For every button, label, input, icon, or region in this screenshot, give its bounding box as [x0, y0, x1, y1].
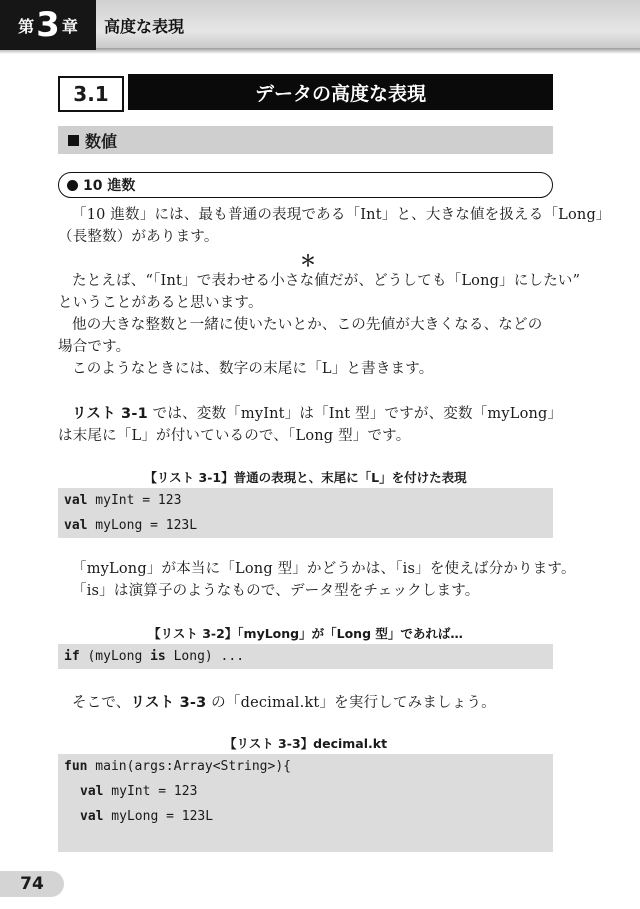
- header-shadow: [0, 48, 640, 54]
- code-line: [64, 513, 553, 538]
- listing-1-caption: 【リスト 3-1】普通の表現と、末尾に「L」を付けた表現: [144, 470, 467, 485]
- code-text: myLong = 123L: [103, 809, 214, 824]
- paragraph-line: （長整数）があります。: [58, 229, 219, 245]
- paragraph-line: [58, 403, 563, 425]
- listing-2-caption: 【リスト 3-2】「myLong」が「Long 型」であれば…: [148, 626, 463, 641]
- paragraph-text: では、変数「myInt」は「Int 型」ですが、変数「myLong」: [147, 406, 563, 422]
- paragraph-6: [58, 558, 576, 602]
- paragraph-text: の「decimal.kt」を実行してみましょう。: [206, 695, 496, 711]
- paragraph-line: 他の大きな整数と一緒に使いたいとか、この先値が大きくなる、などの: [72, 317, 543, 333]
- subsection-title: 数値: [85, 131, 118, 151]
- code-keyword: val: [80, 809, 104, 824]
- paragraph-2: [58, 270, 581, 314]
- code-line: [64, 488, 553, 513]
- paragraph-4: [58, 358, 553, 380]
- paragraph-line: たとえば、“「Int」で表わせる小さな値だが、どうしても「Long」にしたい”: [72, 273, 581, 289]
- paragraph-line: [58, 692, 553, 714]
- paragraph-7: [58, 692, 553, 714]
- paragraph-line: 「myLong」が本当に「Long 型」かどうかは、「is」を使えば分かります。: [72, 561, 576, 577]
- code-text: myInt = 123: [87, 493, 182, 508]
- code-text: myInt = 123: [103, 784, 198, 799]
- paragraph-5: [58, 403, 563, 447]
- section-number: 3.1: [58, 76, 124, 112]
- code-text: main(args:Array<String>){: [87, 759, 291, 774]
- code-keyword: val: [64, 518, 88, 533]
- code-keyword: fun: [64, 759, 88, 774]
- heading-pill: [58, 172, 553, 198]
- chapter-badge: [0, 0, 96, 50]
- code-keyword: val: [64, 493, 88, 508]
- section-title: データの高度な表現: [128, 74, 553, 110]
- subsection-bar: [58, 126, 553, 154]
- code-line: [64, 779, 553, 804]
- chapter-header: [0, 0, 640, 52]
- paragraph-1: [58, 204, 611, 248]
- chapter-title: 高度な表現: [104, 17, 185, 36]
- heading-title: 10 進数: [83, 178, 136, 194]
- paragraph-text: そこで、: [72, 695, 131, 711]
- page-number: 74: [0, 871, 64, 897]
- code-text: Long) ...: [165, 649, 245, 664]
- listing-3-caption: 【リスト 3-3】decimal.kt: [223, 736, 388, 751]
- listing-1-code: [58, 488, 553, 538]
- square-bullet-icon: [68, 135, 79, 146]
- paragraph-line: 「10 進数」には、最も普通の表現である「Int」と、大きな値を扱える「Long」: [72, 207, 611, 223]
- paragraph-line: 場合です。: [58, 339, 131, 355]
- circle-bullet-icon: [67, 180, 78, 191]
- code-text: (myLong: [79, 649, 151, 664]
- header-background: [0, 0, 640, 52]
- listing-3-code: [58, 754, 553, 852]
- code-line: [64, 754, 553, 779]
- paragraph-line: は末尾に「L」が付いているので、「Long 型」です。: [58, 428, 411, 444]
- code-text: myLong = 123L: [87, 518, 198, 533]
- listing-reference: リスト 3-1: [72, 406, 148, 422]
- code-keyword: if: [64, 649, 80, 664]
- chapter-suffix: 章: [61, 16, 78, 36]
- paragraph-line: ということがあると思います。: [58, 295, 263, 311]
- paragraph-3: [58, 314, 553, 358]
- code-keyword: val: [80, 784, 104, 799]
- code-keyword: is: [150, 649, 166, 664]
- paragraph-line: このようなときには、数字の末尾に「L」と書きます。: [72, 361, 434, 377]
- code-line: [64, 804, 553, 829]
- chapter-number: 3: [36, 5, 60, 45]
- listing-reference: リスト 3-3: [130, 695, 207, 711]
- listing-2-code: [58, 644, 553, 669]
- separator-asterisk: ＊: [300, 251, 317, 270]
- paragraph-line: 「is」は演算子のようなもので、データ型をチェックします。: [72, 583, 480, 599]
- chapter-prefix: 第: [18, 16, 35, 36]
- code-line: [64, 644, 553, 669]
